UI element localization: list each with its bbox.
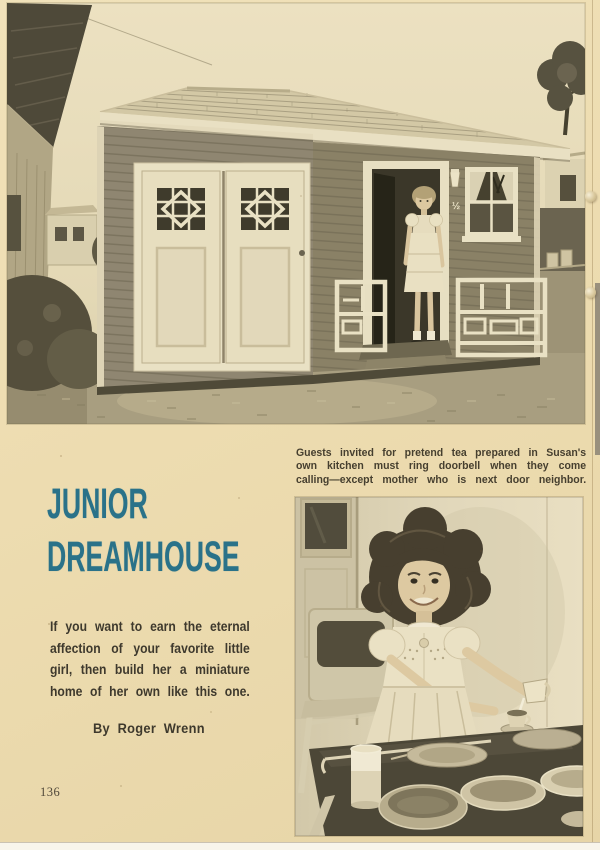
photo-caption (296, 447, 586, 487)
caption-line: own kitchen must ring doorbell when they come (296, 460, 587, 473)
playhouse-photo (7, 3, 585, 424)
staple-bump-2 (585, 287, 596, 298)
intro-line: girl, then build her a miniature (50, 662, 250, 677)
page-edge-strip (595, 283, 600, 455)
intro-line: affection of your favorite little (50, 640, 250, 656)
dress-applique (420, 639, 429, 648)
intro-line: If you want to earn the eternal (50, 619, 250, 634)
caption-line: Guests invited for pretend tea prepared in Susan's (296, 447, 587, 459)
title-line-2: DREAMHOUSE (47, 533, 240, 581)
title-line-1: JUNIOR (47, 480, 148, 528)
page-number: 136 (40, 785, 61, 799)
byline: By Roger Wrenn (93, 721, 205, 736)
saucer-plate (513, 729, 581, 749)
house-number: ½ (451, 201, 461, 212)
door-window-left (157, 188, 205, 230)
plate (407, 743, 487, 767)
playhouse (97, 88, 570, 395)
garage-doors (134, 163, 310, 371)
paper-speckles (60, 455, 62, 457)
intro-line: home of her own like this one. (50, 683, 250, 699)
milk-glass (351, 745, 381, 809)
door-handle (299, 250, 305, 256)
playhouse-window (462, 167, 521, 242)
staple-bump-1 (585, 191, 596, 202)
caption-line: calling—except mother who is next door neighbor. (296, 473, 587, 486)
page-crease (592, 0, 593, 843)
bottom-page-edge (0, 842, 600, 850)
intro-paragraph (50, 616, 250, 702)
porch-lamp (450, 169, 460, 187)
article-title (47, 478, 240, 584)
door-window-right (241, 188, 289, 230)
tea-party-photo (295, 497, 583, 836)
